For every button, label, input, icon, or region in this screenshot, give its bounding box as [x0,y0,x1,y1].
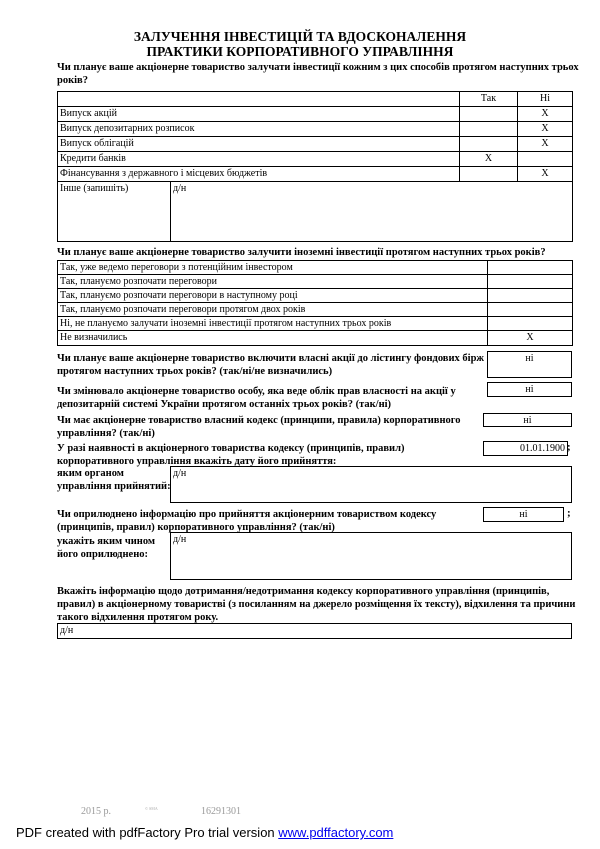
table-cell-no[interactable]: X [517,121,573,137]
table-cell-mark[interactable] [487,316,573,331]
adoption-date-field[interactable]: 01.01.1900 [483,441,568,456]
pdf-watermark-text: PDF created with pdfFactory Pro trial version [16,825,279,840]
table-row-label: Так, плануємо розпочати переговори в наступному році [57,288,488,303]
compliance-question-line2: правил) в акціонерному товаристві (з посиланням на джерело розміщення їх тексту), відхилення та причини [57,599,576,610]
section1-question-line2: років? [57,75,88,86]
compliance-question-line3: такого відхилення протягом року. [57,612,219,623]
adoption-date-suffix: ; [567,441,571,453]
table-cell-mark[interactable] [487,288,573,303]
table-cell-yes[interactable] [459,166,518,182]
table-cell-yes[interactable] [459,136,518,152]
compliance-field[interactable]: д/н [57,623,572,639]
footer-copyright: © SMA [145,806,158,811]
pdffactory-link[interactable]: www.pdffactory.com [278,825,394,840]
registrar-answer-field[interactable]: ні [487,382,572,397]
table-header-no: Ні [517,91,573,107]
table-row-label: Кредити банків [57,151,460,167]
registrar-question-line1: Чи змінювало акціонерне товариство особу, яка веде облік прав власності на акції у [57,386,456,397]
compliance-question-line1: Вкажіть інформацію щодо дотримання/недотримання кодексу корпоративного управління (принципів, [57,586,550,597]
table-row-label: Так, уже ведемо переговори з потенційним інвестором [57,260,488,275]
table-header-label [57,91,460,107]
disclosure-method-label-line2: його оприлюднено: [57,549,149,560]
table-cell-mark[interactable] [487,260,573,275]
table-cell-yes[interactable]: X [459,151,518,167]
listing-question-line2: протягом наступних трьох років? (так/ні/не визначились) [57,366,333,377]
table-row-label: Випуск акцій [57,106,460,122]
disclosure-method-label-line1: укажіть яким чином [57,536,156,547]
code-question-line2: управління? (так/ні) [57,428,155,439]
other-value-field[interactable]: д/н [170,181,573,242]
other-label: Інше (запишіть) [57,181,171,242]
disclosure-question-line2: (принципів, правил) корпоративного управління? (так/ні) [57,522,335,533]
table-row-label: Ні, не плануємо залучати іноземні інвестиції протягом наступних трьох років [57,316,488,331]
table-cell-mark[interactable]: X [487,330,573,346]
table-cell-mark[interactable] [487,302,573,317]
section2-question: Чи планує ваше акціонерне товариство залучити іноземні інвестиції протягом наступних трьох років? [57,247,546,258]
adopted-by-label-line2: управління прийнятий: [57,481,171,492]
table-row-label: Випуск облігацій [57,136,460,152]
listing-answer-field[interactable]: ні [487,351,572,378]
pdf-watermark [16,825,393,840]
table-row-label: Так, плануємо розпочати переговори [57,274,488,289]
registrar-question-line2: депозитарній системі України протягом останніх трьох років? (так/ні) [57,399,392,410]
table-cell-yes[interactable] [459,121,518,137]
footer-code: 16291301 [201,806,241,817]
disclosure-question-line1: Чи оприлюднено інформацію про прийняття акціонерним товариством кодексу [57,509,437,520]
disclosure-suffix: ; [567,507,571,519]
page-title-line2: ПРАКТИКИ КОРПОРАТИВНОГО УПРАВЛІННЯ [146,44,454,59]
listing-question-line1: Чи планує ваше акціонерне товариство включити власні акції до лістингу фондових бірж [57,353,485,364]
table-row-label: Так, плануємо розпочати переговори протягом двох років [57,302,488,317]
adoption-date-line1: У разі наявності в акціонерного товариства кодексу (принципів, правил) [57,443,405,454]
table-row-label: Не визначились [57,330,488,346]
adoption-date-line2: корпоративного управління вкажіть дату його прийняття: [57,456,337,467]
adopted-by-label-line1: яким органом [57,468,124,479]
code-question-line1: Чи має акціонерне товариство власний кодекс (принципи, правила) корпоративного [57,415,461,426]
footer-year: 2015 р. [81,806,111,817]
code-answer-field[interactable]: ні [483,413,572,427]
table-row-label: Фінансування з державного і місцевих бюджетів [57,166,460,182]
table-cell-mark[interactable] [487,274,573,289]
disclosure-answer-field[interactable]: ні [483,507,564,522]
table-cell-no[interactable]: X [517,106,573,122]
table-cell-no[interactable] [517,151,573,167]
table-row-label: Випуск депозитарних розписок [57,121,460,137]
page-title-line1: ЗАЛУЧЕННЯ ІНВЕСТИЦІЙ ТА ВДОСКОНАЛЕННЯ [133,29,467,44]
table-header-yes: Так [459,91,518,107]
table-cell-no[interactable]: X [517,136,573,152]
section1-question-line1: Чи планує ваше акціонерне товариство залучати інвестиції кожним з цих способів протягом наступних трьох [57,62,579,73]
table-cell-no[interactable]: X [517,166,573,182]
table-cell-yes[interactable] [459,106,518,122]
disclosure-method-field[interactable]: д/н [170,532,572,580]
adopted-by-field[interactable]: д/н [170,466,572,503]
